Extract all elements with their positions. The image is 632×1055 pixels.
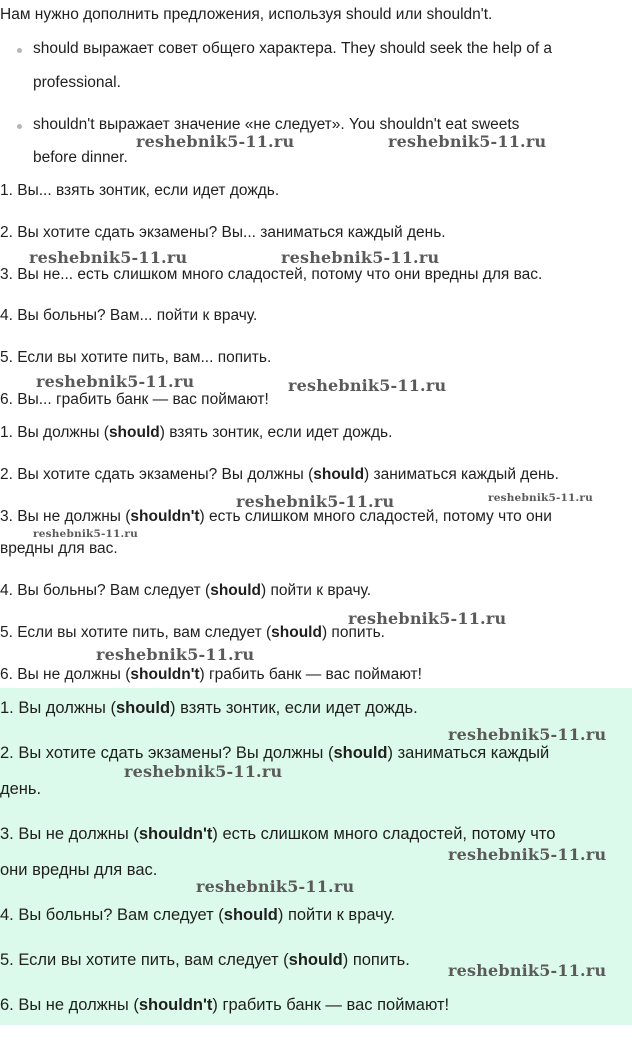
solution-5: 5. Если вы хотите пить, вам следует (should) попить. bbox=[0, 624, 385, 641]
task-5: 5. Если вы хотите пить, вам... попить. bbox=[0, 349, 272, 366]
solution-keyword: should bbox=[271, 624, 322, 641]
answer-5: 5. Если вы хотите пить, вам следует (should) попить. bbox=[0, 951, 410, 969]
answer-2-continued: день. bbox=[0, 780, 42, 798]
answer-keyword: should bbox=[288, 951, 343, 969]
solution-keyword: should bbox=[210, 582, 262, 599]
bullet-dot bbox=[17, 48, 22, 53]
solution-keyword: should bbox=[313, 466, 365, 483]
answer-3-continued: они вредны для вас. bbox=[0, 861, 158, 879]
solution-3: 3. Вы не должны (shouldn't) есть слишком много сладостей, потому что они bbox=[0, 508, 552, 525]
bullet-1-line-2: professional. bbox=[33, 74, 121, 91]
answer-3: 3. Вы не должны (shouldn't) есть слишком много сладостей, потому что bbox=[0, 825, 556, 843]
answer-keyword: shouldn't bbox=[138, 996, 213, 1014]
solution-keyword: shouldn't bbox=[130, 508, 200, 525]
watermark: reshebnik5-11.ru bbox=[196, 877, 355, 896]
answer-1: 1. Вы должны (should) взять зонтик, если идет дождь. bbox=[0, 699, 418, 717]
watermark: reshebnik5-11.ru bbox=[488, 492, 593, 504]
bullet-2-line-2: before dinner. bbox=[33, 149, 128, 166]
watermark: reshebnik5-11.ru bbox=[96, 645, 255, 664]
watermark: reshebnik5-11.ru bbox=[33, 528, 138, 540]
bullet-2-line-1: shouldn't выражает значение «не следует». You shouldn't eat sweets bbox=[33, 116, 520, 133]
watermark: reshebnik5-11.ru bbox=[136, 132, 295, 151]
task-2: 2. Вы хотите сдать экзамены? Вы... заниматься каждый день. bbox=[0, 224, 446, 241]
solution-4: 4. Вы больны? Вам следует (should) пойти к врачу. bbox=[0, 582, 372, 599]
answer-keyword: should bbox=[223, 906, 278, 924]
answer-2: 2. Вы хотите сдать экзамены? Вы должны (should) заниматься каждый bbox=[0, 744, 550, 762]
answer-keyword: shouldn't bbox=[138, 825, 213, 843]
task-4: 4. Вы больны? Вам... пойти к врачу. bbox=[0, 307, 258, 324]
watermark: reshebnik5-11.ru bbox=[36, 372, 195, 391]
solution-1: 1. Вы должны (should) взять зонтик, если идет дождь. bbox=[0, 424, 393, 441]
bullet-dot bbox=[17, 124, 22, 129]
answer-6: 6. Вы не должны (shouldn't) грабить банк — вас поймают! bbox=[0, 996, 450, 1014]
watermark: reshebnik5-11.ru bbox=[236, 492, 395, 511]
watermark: reshebnik5-11.ru bbox=[448, 725, 607, 744]
watermark: reshebnik5-11.ru bbox=[388, 132, 547, 151]
intro-text: Нам нужно дополнить предложения, используя should или shouldn't. bbox=[0, 6, 493, 23]
solution-6: 6. Вы не должны (shouldn't) грабить банк — вас поймают! bbox=[0, 666, 422, 683]
watermark: reshebnik5-11.ru bbox=[288, 376, 447, 395]
task-3: 3. Вы не... есть слишком много сладостей, потому что они вредны для вас. bbox=[0, 266, 543, 283]
solution-keyword: shouldn't bbox=[130, 666, 200, 683]
watermark: reshebnik5-11.ru bbox=[448, 845, 607, 864]
watermark: reshebnik5-11.ru bbox=[448, 961, 607, 980]
task-6: 6. Вы... грабить банк — вас поймают! bbox=[0, 391, 269, 408]
watermark: reshebnik5-11.ru bbox=[124, 762, 283, 781]
answer-keyword: should bbox=[115, 699, 171, 717]
bullet-1-line-1: should выражает совет общего характера. They should seek the help of a bbox=[33, 40, 553, 57]
watermark: reshebnik5-11.ru bbox=[281, 248, 440, 267]
solution-3-continued: вредны для вас. bbox=[0, 540, 118, 557]
task-1: 1. Вы... взять зонтик, если идет дождь. bbox=[0, 182, 280, 199]
answer-keyword: should bbox=[333, 744, 388, 762]
solution-2: 2. Вы хотите сдать экзамены? Вы должны (should) заниматься каждый день. bbox=[0, 466, 559, 483]
answer-4: 4. Вы больны? Вам следует (should) пойти к врачу. bbox=[0, 906, 395, 924]
watermark: reshebnik5-11.ru bbox=[29, 248, 188, 267]
watermark: reshebnik5-11.ru bbox=[348, 609, 507, 628]
solution-keyword: should bbox=[108, 424, 160, 441]
